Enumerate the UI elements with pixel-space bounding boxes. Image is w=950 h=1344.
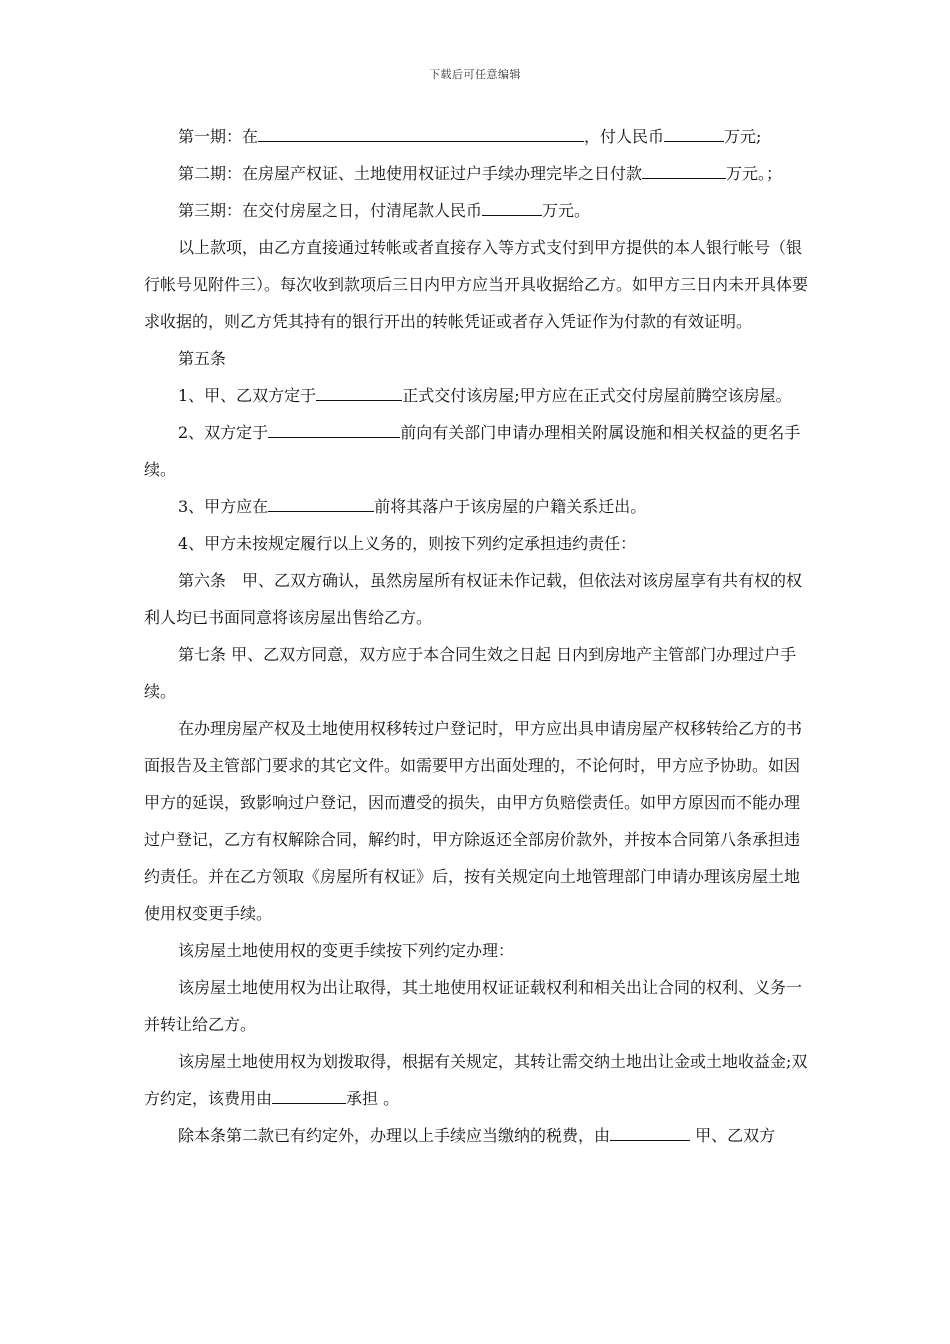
transfer-registration-paragraph: 在办理房屋产权及土地使用权移转过户登记时，甲方应出具申请房屋产权移转给乙方的书面报告及主管部门要求的其它文件。如需要甲方出面处理的，不论何时，甲方应予协助。如因甲方的延误，致影响过户登记，因而遭受的损失，由甲方负赔偿责任。如甲方原因而不能办理过户登记，乙方有权解除合同，解约时，甲方除返还全部房价款外，并按本合同第八条承担违约责任。并在乙方领取《房屋所有权证》后，按有关规定向土地管理部门申请办理该房屋土地使用权变更手续。 [144, 719, 803, 923]
text-segment: 万元。 [542, 201, 591, 220]
blank-field [258, 127, 584, 142]
text-segment: 2、双方定于 [178, 423, 269, 442]
blank-field [642, 164, 726, 179]
payment-method-paragraph: 以上款项，由乙方直接通过转帐或者直接存入等方式支付到甲方提供的本人银行帐号（银行帐号见附件三）。每次收到款项后三日内甲方应当开具收据给乙方。如甲方三日内未开具体要求收据的，则乙方凭其持有的银行开出的转帐凭证或者存入凭证作为付款的有效证明。 [144, 238, 809, 331]
text-segment: ，付人民币 [584, 127, 665, 146]
page-header: 下载后可任意编辑 [429, 68, 521, 81]
article-5-item-1 [144, 377, 808, 414]
article-5-heading: 第五条 [178, 349, 227, 368]
text-segment: 前将其落户于该房屋的户籍关系迁出。 [374, 497, 647, 516]
article-7: 第七条 甲、乙双方同意，双方应于本合同生效之日起 日内到房地产主管部门办理过户手续。 [144, 645, 797, 701]
text-segment: 承担 。 [346, 1089, 400, 1108]
blank-field [268, 423, 400, 438]
payment-phase-3 [144, 192, 808, 229]
payment-phase-2 [144, 155, 808, 192]
text-segment: 第一期：在 [178, 127, 259, 146]
text-segment: 万元; [724, 127, 762, 146]
text-segment: 第二期：在房屋产权证、土地使用权证过户手续办理完毕之日付款 [178, 164, 643, 183]
article-6: 第六条 甲、乙双方确认，虽然房屋所有权证未作记载，但依法对该房屋享有共有权的权利人均已书面同意将该房屋出售给乙方。 [144, 571, 803, 627]
blank-field [316, 386, 402, 401]
blank-field [664, 127, 724, 142]
land-use-transfer-option: 该房屋土地使用权为出让取得，其土地使用权证证载权利和相关出让合同的权利、义务一并转让给乙方。 [144, 978, 803, 1034]
blank-field [610, 1126, 690, 1141]
article-5-item-2 [144, 414, 808, 488]
article-5-item-4: 4、甲方未按规定履行以上义务的，则按下列约定承担违约责任： [178, 534, 637, 553]
tax-fee-paragraph [144, 1117, 808, 1154]
text-segment: 该房屋土地使用权为划拨取得，根据有关规定，其转让需交纳土地出让金或土地收益金;双方约定，该费用由 [144, 1052, 808, 1108]
blank-field [272, 1089, 346, 1104]
contract-body [144, 118, 808, 1154]
blank-field [268, 497, 374, 512]
article-5-item-3 [144, 488, 808, 525]
payment-phase-1 [144, 118, 808, 155]
text-segment: 前向有关部门申请办理相关附属设施和相关权益的更名手续。 [144, 423, 801, 479]
land-use-change-intro: 该房屋土地使用权的变更手续按下列约定办理： [178, 941, 515, 960]
text-segment: 除本条第二款已有约定外，办理以上手续应当缴纳的税费，由 [178, 1126, 611, 1145]
text-segment: 3、甲方应在 [178, 497, 269, 516]
text-segment: 甲、乙双方 [690, 1126, 776, 1145]
text-segment: 正式交付该房屋;甲方应在正式交付房屋前腾空该房屋。 [402, 386, 792, 405]
text-segment: 第三期：在交付房屋之日，付清尾款人民币 [178, 201, 483, 220]
land-use-allocation-option [144, 1043, 808, 1117]
text-segment: 万元。； [726, 164, 783, 183]
blank-field [482, 201, 542, 216]
text-segment: 1、甲、乙双方定于 [178, 386, 317, 405]
